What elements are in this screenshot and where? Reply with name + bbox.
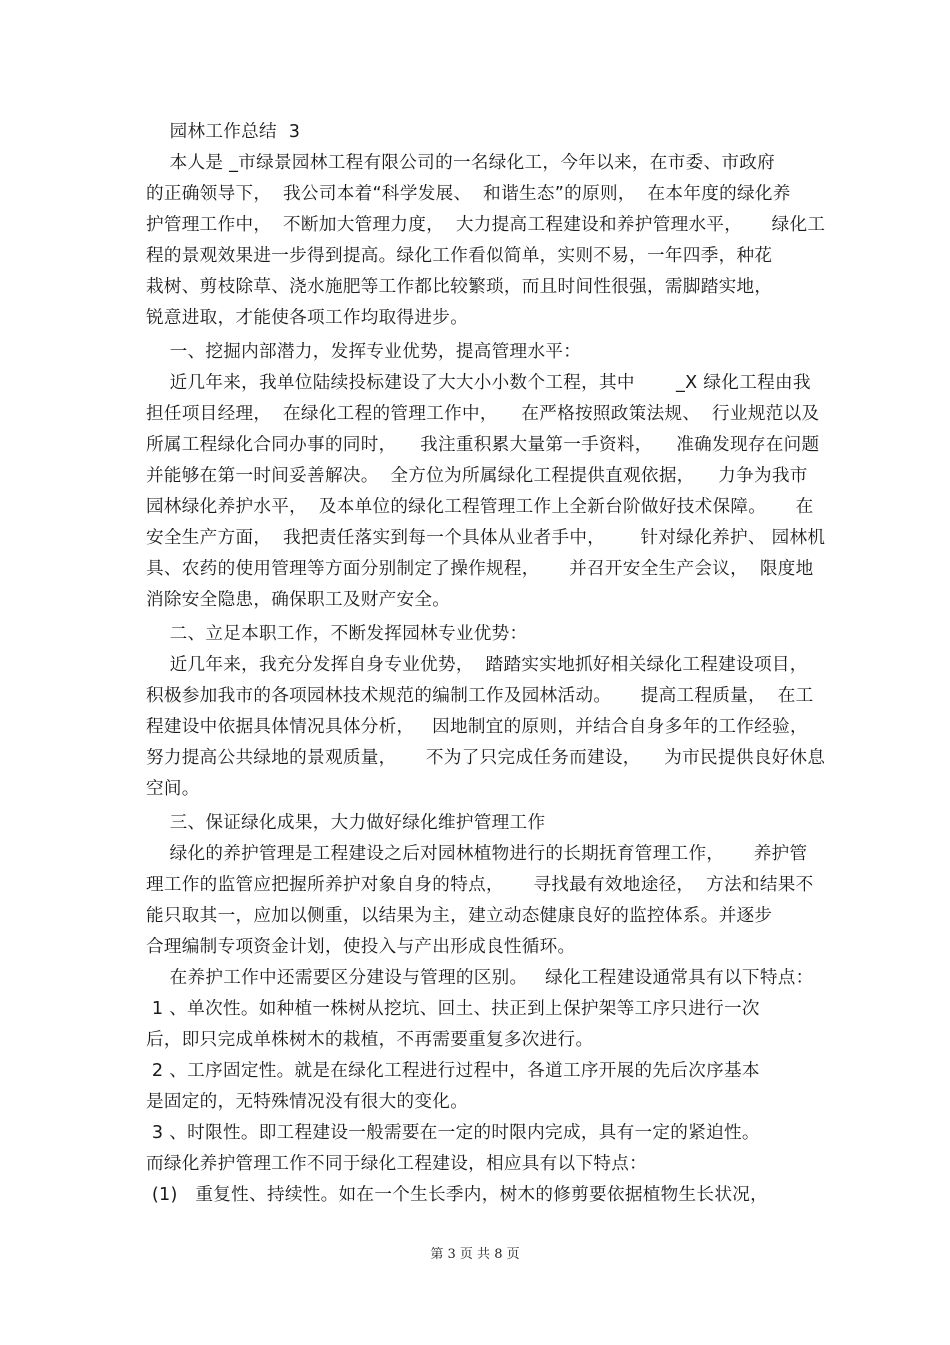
section-heading: 三、保证绿化成果，大力做好绿化维护管理工作 <box>146 813 546 833</box>
text-line: 栽树、剪枝除草、浇水施肥等工作都比较繁琐，而且时间性很强，需脚踏实地， <box>146 277 773 297</box>
text-line: 安全生产方面， 我把责任落实到每一个具体从业者手中， 针对绿化养护、 园林机 <box>146 528 826 548</box>
text-line: 园林绿化养护水平， 及本单位的绿化工程管理工作上全新台阶做好技术保障。 在 <box>146 497 814 517</box>
list-item: 3 、时限性。即工程建设一般需要在一定的时限内完成，具有一定的紧迫性。 <box>146 1123 760 1143</box>
text-line: 后，即只完成单株树木的栽植，不再需要重复多次进行。 <box>146 1030 594 1050</box>
text-line: 本人是 _市绿景园林工程有限公司的一名绿化工，今年以来，在市委、市政府 <box>146 153 776 173</box>
text-line: 绿化的养护管理是工程建设之后对园林植物进行的长期抚育管理工作， 养护管 <box>146 844 808 864</box>
text-line: 近几年来，我充分发挥自身专业优势， 踏踏实实地抓好相关绿化工程建设项目， <box>146 655 808 675</box>
text-line: 担任项目经理， 在绿化工程的管理工作中， 在严格按照政策法规、 行业规范以及 <box>146 404 820 424</box>
text-line: 而绿化养护管理工作不同于绿化工程建设，相应具有以下特点： <box>146 1154 648 1174</box>
page-footer: 第 3 页 共 8 页 <box>430 1247 520 1262</box>
text-line: 近几年来，我单位陆续投标建设了大大小小数个工程，其中 _X 绿化工程由我 <box>146 373 811 393</box>
text-line: 护管理工作中， 不断加大管理力度， 大力提高工程建设和养护管理水平， 绿化工 <box>146 215 826 235</box>
text-line: 在养护工作中还需要区分建设与管理的区别。 绿化工程建设通常具有以下特点： <box>146 968 814 988</box>
text-line: 理工作的监管应把握所养护对象自身的特点， 寻找最有效地途径， 方法和结果不 <box>146 875 814 895</box>
text-line: 空间。 <box>146 779 200 799</box>
text-line: 锐意进取，才能使各项工作均取得进步。 <box>146 308 469 328</box>
text-line: 能只取其一，应加以侧重，以结果为主，建立动态健康良好的监控体系。并逐步 <box>146 906 773 926</box>
text-line: 合理编制专项资金计划，使投入与产出形成良性循环。 <box>146 937 576 957</box>
text-line: 是固定的，无特殊情况没有很大的变化。 <box>146 1092 469 1112</box>
text-line: 并能够在第一时间妥善解决。 全方位为所属绿化工程提供直观依据， 力争为我市 <box>146 466 808 486</box>
text-line: 消除安全隐患，确保职工及财产安全。 <box>146 590 451 610</box>
text-line: 程建设中依据具体情况具体分析， 因地制宜的原则，并结合自身多年的工作经验， <box>146 717 808 737</box>
section-heading: 二、立足本职工作，不断发挥园林专业优势： <box>146 624 528 644</box>
text-line: 努力提高公共绿地的景观质量， 不为了只完成任务而建设， 为市民提供良好休息 <box>146 748 826 768</box>
list-item: 1 、单次性。如种植一株树从挖坑、回土、扶正到上保护架等工序只进行一次 <box>146 999 760 1019</box>
text-line: 所属工程绿化合同办事的同时， 我注重积累大量第一手资料， 准确发现存在问题 <box>146 435 820 455</box>
text-line: 程的景观效果进一步得到提高。绿化工作看似简单，实则不易，一年四季，种花 <box>146 246 773 266</box>
list-item: 2 、工序固定性。就是在绿化工程进行过程中，各道工序开展的先后次序基本 <box>146 1061 760 1081</box>
list-item: (1) 重复性、持续性。如在一个生长季内，树木的修剪要依据植物生长状况， <box>146 1185 768 1205</box>
text-line: 具、农药的使用管理等方面分别制定了操作规程， 并召开安全生产会议， 限度地 <box>146 559 814 579</box>
text-line: 园林工作总结 3 <box>146 122 301 142</box>
text-line: 积极参加我市的各项园林技术规范的编制工作及园林活动。 提高工程质量， 在工 <box>146 686 814 706</box>
text-line: 的正确领导下， 我公司本着“科学发展、 和谐生态”的原则， 在本年度的绿化养 <box>146 184 791 204</box>
section-heading: 一、挖掘内部潜力，发挥专业优势，提高管理水平： <box>146 342 582 362</box>
